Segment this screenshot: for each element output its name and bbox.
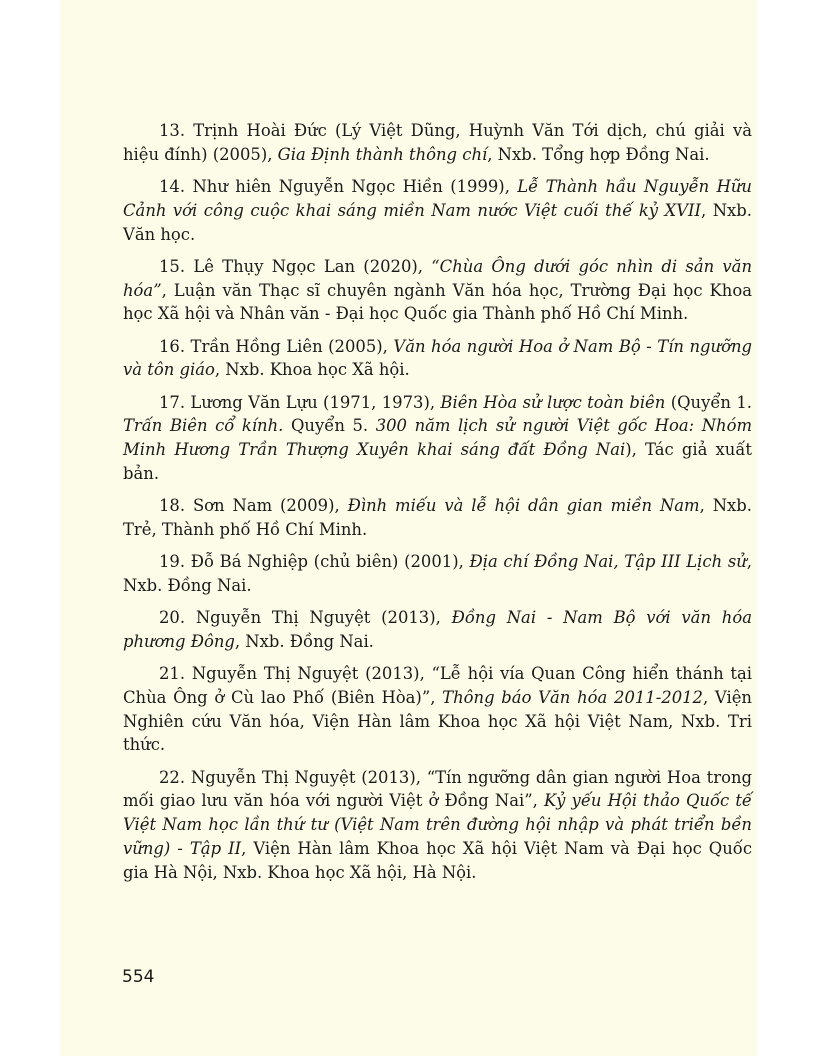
reference-publisher: , Nxb. Đồng Nai. [234, 631, 374, 651]
reference-item-19 [123, 550, 752, 598]
reference-publisher: , Nxb. Tổng hợp Đồng Nai. [487, 144, 710, 164]
reference-item-15 [123, 255, 752, 326]
reference-volume-text: (Quyển 1. [665, 392, 752, 412]
reference-text: 16. Trần Hồng Liên (2005), [159, 336, 394, 356]
reference-item-16 [123, 335, 752, 383]
reference-title: Gia Định thành thông chí [277, 144, 488, 164]
reference-title: Địa chí Đồng Nai, Tập III Lịch sử [469, 552, 747, 572]
reference-publisher: , Viện Nghiên cứu Văn hóa, Viện Hàn lâm Khoa học Xã hội Việt Nam, Nxb. Tri thức. [123, 687, 752, 755]
reference-item-20 [123, 606, 752, 654]
reference-text: 22. Nguyễn Thị Nguyệt (2013), “Tín ngưỡng dân gian người Hoa trong mối giao lưu văn hóa với người Việt ở Đồng Nai”, [123, 767, 752, 811]
reference-item-22 [123, 766, 752, 885]
reference-text: 15. Lê Thụy Ngọc Lan (2020), [159, 256, 432, 276]
reference-item-13 [123, 119, 752, 167]
reference-publisher: , Viện Hàn lâm Khoa học Xã hội Việt Nam và Đại học Quốc gia Hà Nội, Nxb. Khoa học Xã hội, Hà Nội. [123, 839, 753, 882]
reference-publisher: , Nxb. Văn học. [123, 200, 752, 244]
reference-text: 20. Nguyễn Thị Nguyệt (2013), [159, 608, 452, 628]
reference-text: 18. Sơn Nam (2009), [159, 496, 348, 516]
reference-title: Thông báo Văn hóa 2011-2012 [442, 687, 703, 707]
reference-title: Kỷ yếu Hội thảo Quốc tế Việt Nam học lần thứ tư (Việt Nam trên đường hội nhập và phát triển bền vững) - Tập II [123, 791, 753, 859]
reference-title: Biên Hòa sử lược toàn biên [440, 392, 666, 412]
reference-volume-title: Trấn Biên cổ kính. [123, 416, 284, 436]
reference-item-21 [123, 662, 752, 757]
reference-text: 21. Nguyễn Thị Nguyệt (2013), “Lễ hội vía Quan Công hiển thánh tại Chùa Ông ở Cù lao Phố (Biên Hòa)”, [123, 664, 752, 707]
reference-publisher: , Nxb. Đồng Nai. [123, 552, 752, 595]
reference-publisher: , Nxb. Khoa học Xã hội. [214, 360, 410, 380]
book-page [60, 0, 757, 1056]
reference-text: 19. Đỗ Bá Nghiệp (chủ biên) (2001), [159, 552, 470, 572]
reference-volume-text: Quyển 5. [283, 416, 376, 436]
reference-item-18 [123, 494, 752, 542]
reference-publisher: , Luận văn Thạc sĩ chuyên ngành Văn hóa học, Trường Đại học Khoa học Xã hội và Nhân văn - Đại học Quốc gia Thành phố Hồ Chí Minh. [123, 280, 752, 324]
page-number: 554 [122, 967, 155, 987]
reference-list [123, 119, 752, 893]
reference-title: “Chùa Ông dưới góc nhìn di sản văn hóa” [123, 256, 753, 300]
reference-title: Đồng Nai - Nam Bộ với văn hóa phương Đông [123, 608, 752, 651]
reference-text: 13. Trịnh Hoài Đức (Lý Việt Dũng, Huỳnh Văn Tới dịch, chú giải và hiệu đính) (2005), [123, 121, 752, 164]
reference-title: Đình miếu và lễ hội dân gian miền Nam [347, 496, 700, 516]
reference-title: Lễ Thành hầu Nguyễn Hữu Cảnh với công cuộc khai sáng miền Nam nước Việt cuối thế kỷ XVII [123, 176, 752, 220]
reference-item-14 [123, 175, 752, 246]
reference-text: 17. Lương Văn Lựu (1971, 1973), [159, 392, 441, 412]
reference-item-17 [123, 391, 752, 486]
reference-volume-title: 300 năm lịch sử người Việt gốc Hoa: Nhóm Minh Hương Trần Thượng Xuyên khai sáng đất Đồng Nai [123, 416, 753, 460]
reference-title: Văn hóa người Hoa ở Nam Bộ - Tín ngưỡng và tôn giáo [123, 336, 752, 380]
reference-text: 14. Như hiên Nguyễn Ngọc Hiền (1999), [159, 176, 518, 196]
reference-publisher: , Nxb. Trẻ, Thành phố Hồ Chí Minh. [123, 496, 752, 539]
reference-publisher: ), Tác giả xuất bản. [123, 440, 752, 483]
